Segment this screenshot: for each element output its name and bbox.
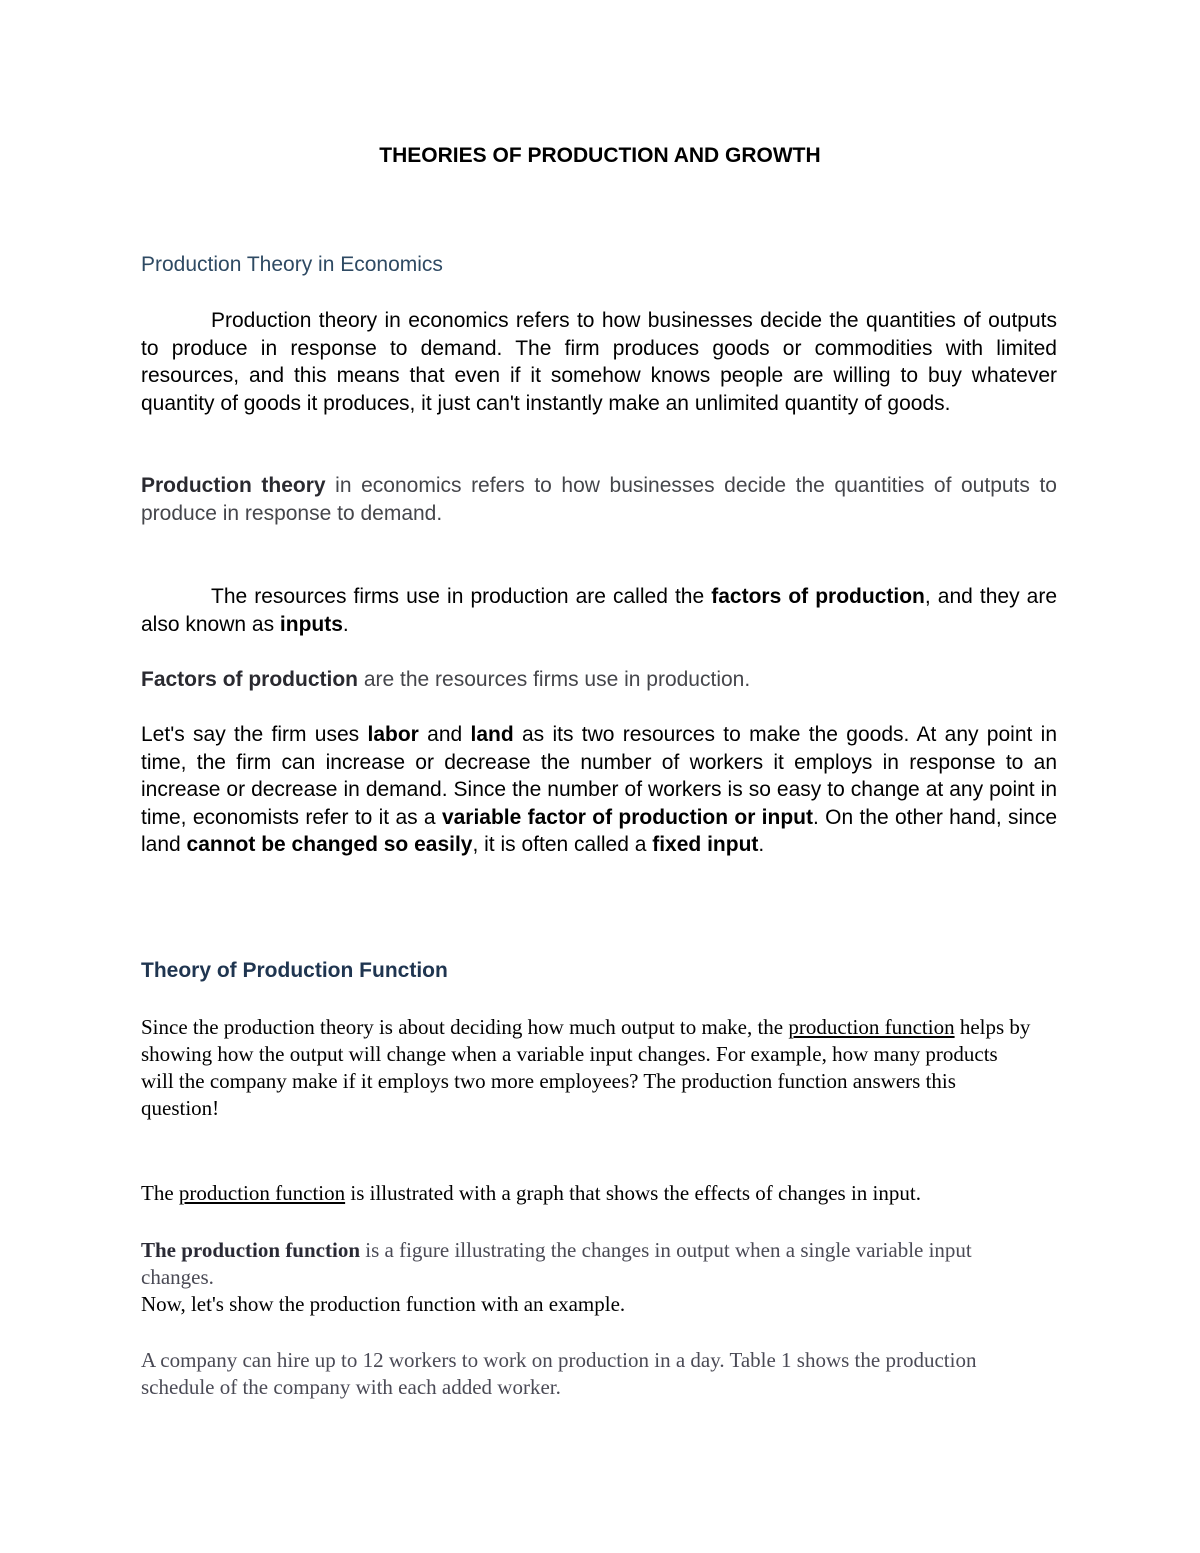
bold-term: Production theory: [141, 474, 326, 497]
production-function-link[interactable]: production function: [788, 1015, 955, 1039]
document-title: THEORIES OF PRODUCTION AND GROWTH: [379, 144, 821, 167]
paragraph-text: , and they are also known as: [141, 585, 1057, 636]
paragraph-production-function-graph: [141, 1180, 1057, 1207]
paragraph-text: are the resources firms use in production.: [358, 668, 751, 691]
bold-term: land: [470, 723, 514, 746]
bold-term: Factors of production: [141, 668, 358, 691]
paragraph-text: Production theory in economics refers to how businesses decide the quantities of outputs to produce in response to demand. The firm produces goods or commodities with limited resources, and this means that even if it somehow knows people are willing to buy whatever quantity of goods it produces, it just can't instantly make an unlimited quantity of goods.: [141, 309, 1057, 415]
paragraph-production-function-intro: [141, 1014, 1031, 1122]
paragraph-text: . On the other hand, since land: [141, 805, 1058, 856]
paragraph-text: Since the production theory is about deciding how much output to make, the: [141, 1015, 789, 1039]
production-function-link[interactable]: production function: [178, 1181, 346, 1205]
paragraph-text: helps by showing how the output will change when a variable input changes. For example, how many products will the company make if it employs two more employees? The production function answers this question!: [141, 1015, 1031, 1120]
bold-term: inputs: [279, 612, 343, 636]
paragraph-text: Let's say the firm uses: [141, 723, 368, 746]
bold-term: variable factor of production or input: [441, 805, 813, 829]
paragraph-labor-land: [141, 721, 1057, 859]
paragraph-factors-definition: [141, 666, 1057, 694]
paragraph-factors-intro: [141, 583, 1057, 638]
paragraph-text: and: [418, 723, 471, 746]
paragraph-text: in economics refers to how businesses decide the quantities of outputs to produce in response to demand.: [141, 474, 1057, 525]
paragraph-production-theory-intro: [141, 307, 1057, 417]
paragraph-text: is a figure illustrating the changes in output when a single variable input changes.: [141, 1238, 972, 1289]
bold-term: factors of production: [711, 585, 925, 608]
bold-term: labor: [367, 723, 419, 746]
section-heading-production-theory: Production Theory in Economics: [141, 253, 443, 276]
paragraph-text: .: [342, 612, 349, 636]
paragraph-text: The resources firms use in production are called the: [211, 585, 712, 608]
bold-term: fixed input: [652, 833, 759, 856]
paragraph-example-intro: Now, let's show the production function with an example.: [141, 1292, 626, 1316]
paragraph-text: .: [758, 833, 765, 856]
paragraph-text: The: [141, 1181, 179, 1205]
section-heading-production-function: Theory of Production Function: [141, 959, 448, 982]
paragraph-company-example: A company can hire up to 12 workers to work on production in a day. Table 1 shows the production schedule of the company with each added worker.: [141, 1348, 977, 1399]
bold-term: The production function: [141, 1238, 360, 1262]
bold-term: cannot be changed so easily: [186, 833, 473, 856]
paragraph-production-function-definition: [141, 1237, 1031, 1291]
paragraph-text: , it is often called a: [472, 833, 653, 856]
paragraph-text: is illustrated with a graph that shows the effects of changes in input.: [345, 1181, 921, 1205]
paragraph-text: as its two resources to make the goods. At any point in time, the firm can increase or decrease the number of workers it employs in response to an increase or decrease in demand. Since the number of workers is so easy to change at any point in time, economists refer to it as a: [141, 723, 1058, 829]
paragraph-production-theory-definition: [141, 472, 1057, 527]
